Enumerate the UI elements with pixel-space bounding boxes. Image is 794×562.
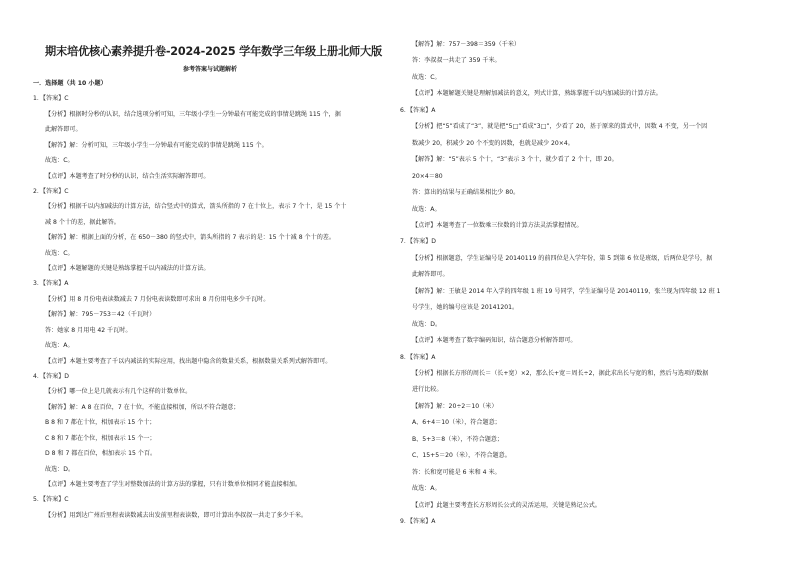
left-column-line: 4．【答案】D xyxy=(33,372,69,380)
left-column-line: 3．【答案】A xyxy=(33,280,69,288)
left-column-line: 【解答】解：795－753＝42（千瓦时） xyxy=(45,311,156,319)
left-column-line: 答：她家 8 月用电 42 千瓦时。 xyxy=(45,326,132,334)
right-column-line: 【分析】把“5”看成了“3”，就是把“5□”看成“3□”，少看了 20，基于原来的算式中，因数 4 不变，另一个因 xyxy=(412,123,708,131)
right-column-line: 此解答即可。 xyxy=(412,271,449,279)
left-column-line: 【分析】用到达广州后里程表读数减去出发前里程表读数，即可计算出李叔叔一共走了多少千米。 xyxy=(45,511,308,519)
left-column-line: 【解答】解：A 8 在百位，7 在十位，不能直接相加，所以不符合题意； xyxy=(45,403,240,411)
right-column-line: 答：李叔叔一共走了 359 千米。 xyxy=(412,57,501,65)
right-column-line: 7．【答案】D xyxy=(400,238,436,246)
right-column-line: 【解答】解：20÷2＝10（米） xyxy=(412,402,498,410)
right-column-line: A、6+4＝10（米），符合题意； xyxy=(412,419,501,427)
left-column-line: 故选：A。 xyxy=(45,342,74,350)
right-column-line: 【点评】此题主要考查长方形周长公式的灵活运用，关键是熟记公式。 xyxy=(412,501,601,509)
left-column-line: 此解答即可。 xyxy=(45,126,82,134)
right-column-line: 答：算出的结果与正确结果相比少 80。 xyxy=(412,189,520,197)
right-column-line: 号学生，她的编号应该是 20141201。 xyxy=(412,304,519,312)
left-column-line: 2．【答案】C xyxy=(33,187,69,195)
left-column-line: 【分析】用 8 月份电表读数减去 7 月份电表读数即可求出 8 月份用电多少千瓦时。 xyxy=(45,295,270,303)
right-column-line: 进行比较。 xyxy=(412,386,443,394)
left-column-line: 【分析】根据千以内加减法的计算方法，结合竖式中的算式，箭头所指的 7 在十位上，表示 7 个十，是 15 个十 xyxy=(45,203,347,211)
left-column-line: 1．【答案】C xyxy=(33,95,69,103)
right-column-line: 【分析】根据题意，学生证编号是 20140119 的前四位是入学年份，第 5 到第 6 位是班级，后两位是学号，据 xyxy=(412,254,713,262)
left-column-line: B 8 和 7 都在十位，相加表示 15 个十； xyxy=(45,419,156,427)
right-column-line: 故选：A。 xyxy=(412,205,441,213)
right-column-line: 9．【答案】A xyxy=(400,518,436,526)
right-column-line: 6．【答案】A xyxy=(400,106,436,114)
document-subtitle: 参考答案与试题解析 xyxy=(182,66,237,73)
left-column-line: C 8 和 7 都在个位，相加表示 15 个一； xyxy=(45,434,156,442)
right-column-line: 【解答】解：王敏是 2014 年入学的四年级 1 班 19 号同学，学生证编号是 20140119，张兰现为四年级 12 班 1 xyxy=(412,287,721,295)
right-column-line: 【解答】解：757－398＝359（千米） xyxy=(412,41,521,48)
left-column-line: 【解答】解：分析可知，三年级小学生一分钟最有可能完成的事情是跳绳 115 个。 xyxy=(45,141,268,149)
right-column-line: 【解答】解：“5”表示 5 个十，“3”表示 3 个十，就少看了 2 个十，即 20。 xyxy=(412,156,618,164)
left-column-line: 故选：C。 xyxy=(45,249,74,257)
right-column-line: 数减少 20，积减少 20 个不变的因数，也就是减少 20×4。 xyxy=(412,139,574,147)
right-column-line: 8．【答案】A xyxy=(400,353,436,361)
right-column-line: B、5+3＝8（米），不符合题意； xyxy=(412,435,503,443)
left-column-line: 【解答】解：根据上面的分析，在 650－380 的竖式中，箭头所指的 7 表示的是：15 个十减 8 个十的差。 xyxy=(45,234,335,242)
right-column-line: 20×4＝80 xyxy=(412,172,443,180)
left-column-line: 【点评】本题考查了时分秒的认识，结合生活实际解答即可。 xyxy=(45,172,210,180)
left-column-line: 【点评】本题主要考查了千以内减法的实际应用，找出题中隐含的数量关系，根据数量关系列式解答即可。 xyxy=(45,357,332,365)
right-column-line: 答：长和宽可能是 6 米和 4 米。 xyxy=(412,468,501,476)
left-column-line: 减 8 个十的差，据此解答。 xyxy=(45,218,120,226)
left-column-line: D 8 和 7 都在百位，相加表示 15 个百。 xyxy=(45,450,157,458)
right-column-line: C、15+5＝20（米），不符合题意。 xyxy=(412,452,511,460)
left-column-line: 【分析】哪一位上是几就表示有几个这样的计数单位。 xyxy=(45,388,192,396)
right-column-line: 【点评】本题考查了数字编码知识，结合题意分析解答即可。 xyxy=(412,337,577,345)
right-column-line: 【点评】本题考查了一位数乘三位数的计算方法灵活掌握情况。 xyxy=(412,221,583,229)
left-column-line: 故选：C。 xyxy=(45,157,74,165)
right-column-line: 【分析】根据长方形的周长＝（长+宽）×2，那么长+宽＝周长÷2，据此求出长与宽的和，然后与选项的数据 xyxy=(412,370,709,377)
document-title: 期末培优核心素养提升卷-2024-2025 学年数学三年级上册北师大版 xyxy=(45,45,382,58)
left-column-line: 一．选择题（共 10 小题） xyxy=(33,80,107,87)
right-column-line: 故选：D。 xyxy=(412,320,442,328)
left-column-line: 故选：D。 xyxy=(45,465,75,473)
left-column-line: 【点评】本题主要考查了学生对整数加法的计算方法的掌握，只有计数单位相同才能直接相加。 xyxy=(45,480,301,488)
right-column-line: 【点评】本题解题关键是理解加减法的意义，列式计算，熟练掌握千以内加减法的计算方法。 xyxy=(412,90,662,98)
left-column-line: 5．【答案】C xyxy=(33,496,69,504)
right-column-line: 故选：C。 xyxy=(412,73,441,81)
left-column-line: 【点评】本题解题的关键是熟练掌握千以内减法的计算方法。 xyxy=(45,265,210,273)
left-column-line: 【分析】根据时分秒的认识，结合选项分析可知，三年级小学生一分钟最有可能完成的事情是跳绳 115 个，据 xyxy=(45,110,341,118)
right-column-line: 故选：A。 xyxy=(412,485,441,493)
